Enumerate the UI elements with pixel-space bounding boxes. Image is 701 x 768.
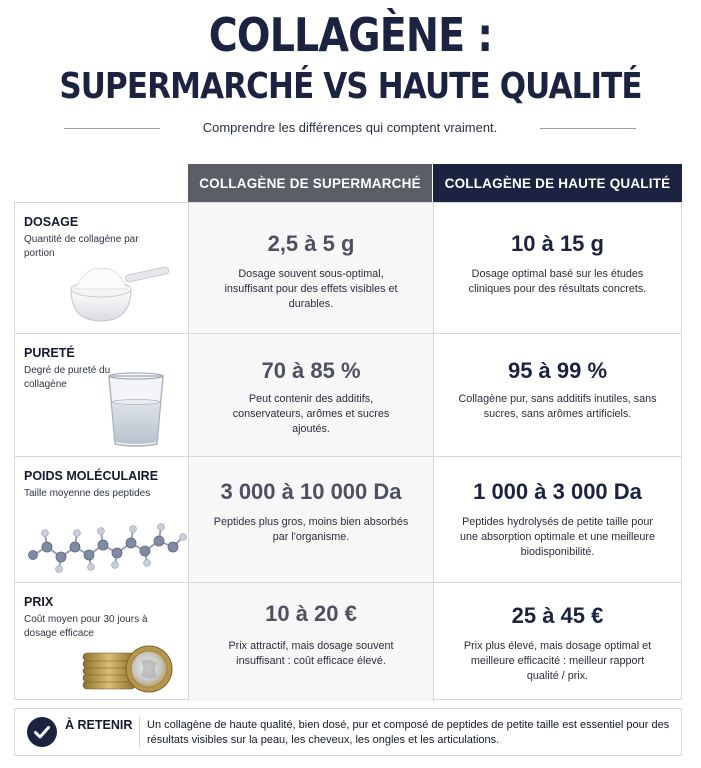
row-label-cell (15, 457, 188, 582)
high-quality-desc: Collagène pur, sans additifs inutiles, sans sucres, sans arômes artificiels. (458, 393, 657, 420)
comparison-table (14, 202, 682, 700)
supermarket-desc: Prix attractif, mais dosage souvent insuffisant : coût efficace élevé. (228, 640, 394, 667)
supermarket-cell (188, 583, 433, 701)
subtitle-divider-right (540, 128, 636, 129)
supermarket-value: 10 à 20 € (265, 601, 357, 626)
subtitle-divider-left (64, 128, 160, 129)
row-label-cell (15, 583, 188, 701)
subtitle: Comprendre les différences qui comptent vraiment. (202, 120, 498, 135)
supermarket-desc: Peut contenir des additifs, conservateurs, arômes et sucres ajoutés. (232, 393, 390, 435)
page-title-line-2: SUPERMARCHÉ VS HAUTE QUALITÉ (59, 66, 642, 107)
supermarket-value: 3 000 à 10 000 Da (220, 479, 402, 504)
high-quality-value: 95 à 99 % (507, 358, 608, 383)
supermarket-cell (188, 334, 433, 456)
page-title-line-1: COLLAGÈNE : (208, 8, 493, 62)
table-row-molecular-weight (15, 456, 681, 582)
supermarket-value: 2,5 à 5 g (267, 231, 355, 256)
check-circle-icon (27, 717, 57, 747)
table-row-dosage (15, 203, 681, 333)
high-quality-desc: Dosage optimal basé sur les études cliniques pour des résultats concrets. (468, 268, 647, 295)
column-header-high-quality: COLLAGÈNE DE HAUTE QUALITÉ (433, 164, 682, 202)
row-label-desc: Quantité de collagène par portion (24, 234, 139, 259)
table-row-price (15, 582, 681, 701)
row-label-cell (15, 334, 188, 456)
high-quality-cell (433, 203, 681, 333)
row-label-desc: Taille moyenne des peptides (24, 488, 151, 499)
coins-icon (79, 639, 179, 695)
takeaway-box (14, 708, 682, 756)
takeaway-label: À RETENIR (65, 718, 133, 732)
column-header-supermarket: COLLAGÈNE DE SUPERMARCHÉ (188, 164, 432, 202)
supermarket-desc: Dosage souvent sous-optimal, insuffisant pour des effets visibles et durables. (224, 268, 398, 310)
high-quality-desc: Peptides hydrolysés de petite taille pour une absorption optimale et une meilleure biodisponibilité. (459, 516, 656, 558)
high-quality-value: 25 à 45 € (511, 603, 604, 628)
high-quality-cell (433, 583, 681, 701)
powder-scoop-icon (67, 259, 173, 325)
row-label-desc: Coût moyen pour 30 jours à dosage efficace (24, 614, 148, 639)
molecule-icon (23, 507, 187, 577)
supermarket-cell (188, 203, 433, 333)
row-label-title: POIDS MOLÉCULAIRE (24, 469, 159, 483)
supermarket-value: 70 à 85 % (261, 358, 361, 383)
row-label-title: DOSAGE (24, 215, 79, 229)
supermarket-desc: Peptides plus gros, moins bien absorbés par l'organisme. (213, 516, 409, 543)
row-label-title: PRIX (24, 595, 54, 609)
takeaway-text: Un collagène de haute qualité, bien dosé, pur et composé de peptides de petite taille est essentiel pour des résultats visibles sur la peau, les cheveux, les ongles et les articulations. (147, 719, 670, 746)
table-row-purity (15, 333, 681, 456)
row-label-title: PURETÉ (24, 346, 75, 360)
row-label-cell (15, 203, 188, 333)
high-quality-cell (433, 457, 681, 582)
water-glass-icon (105, 370, 167, 450)
supermarket-cell (188, 457, 433, 582)
high-quality-desc: Prix plus élevé, mais dosage optimal et meilleure efficacité : meilleur rapport qualité / prix. (463, 640, 652, 682)
takeaway-divider (139, 717, 140, 747)
subtitle-row (0, 118, 701, 138)
row-label-desc: Degré de pureté du collagène (24, 365, 111, 390)
high-quality-cell (433, 334, 681, 456)
high-quality-value: 10 à 15 g (511, 231, 604, 256)
high-quality-value: 1 000 à 3 000 Da (473, 479, 642, 504)
